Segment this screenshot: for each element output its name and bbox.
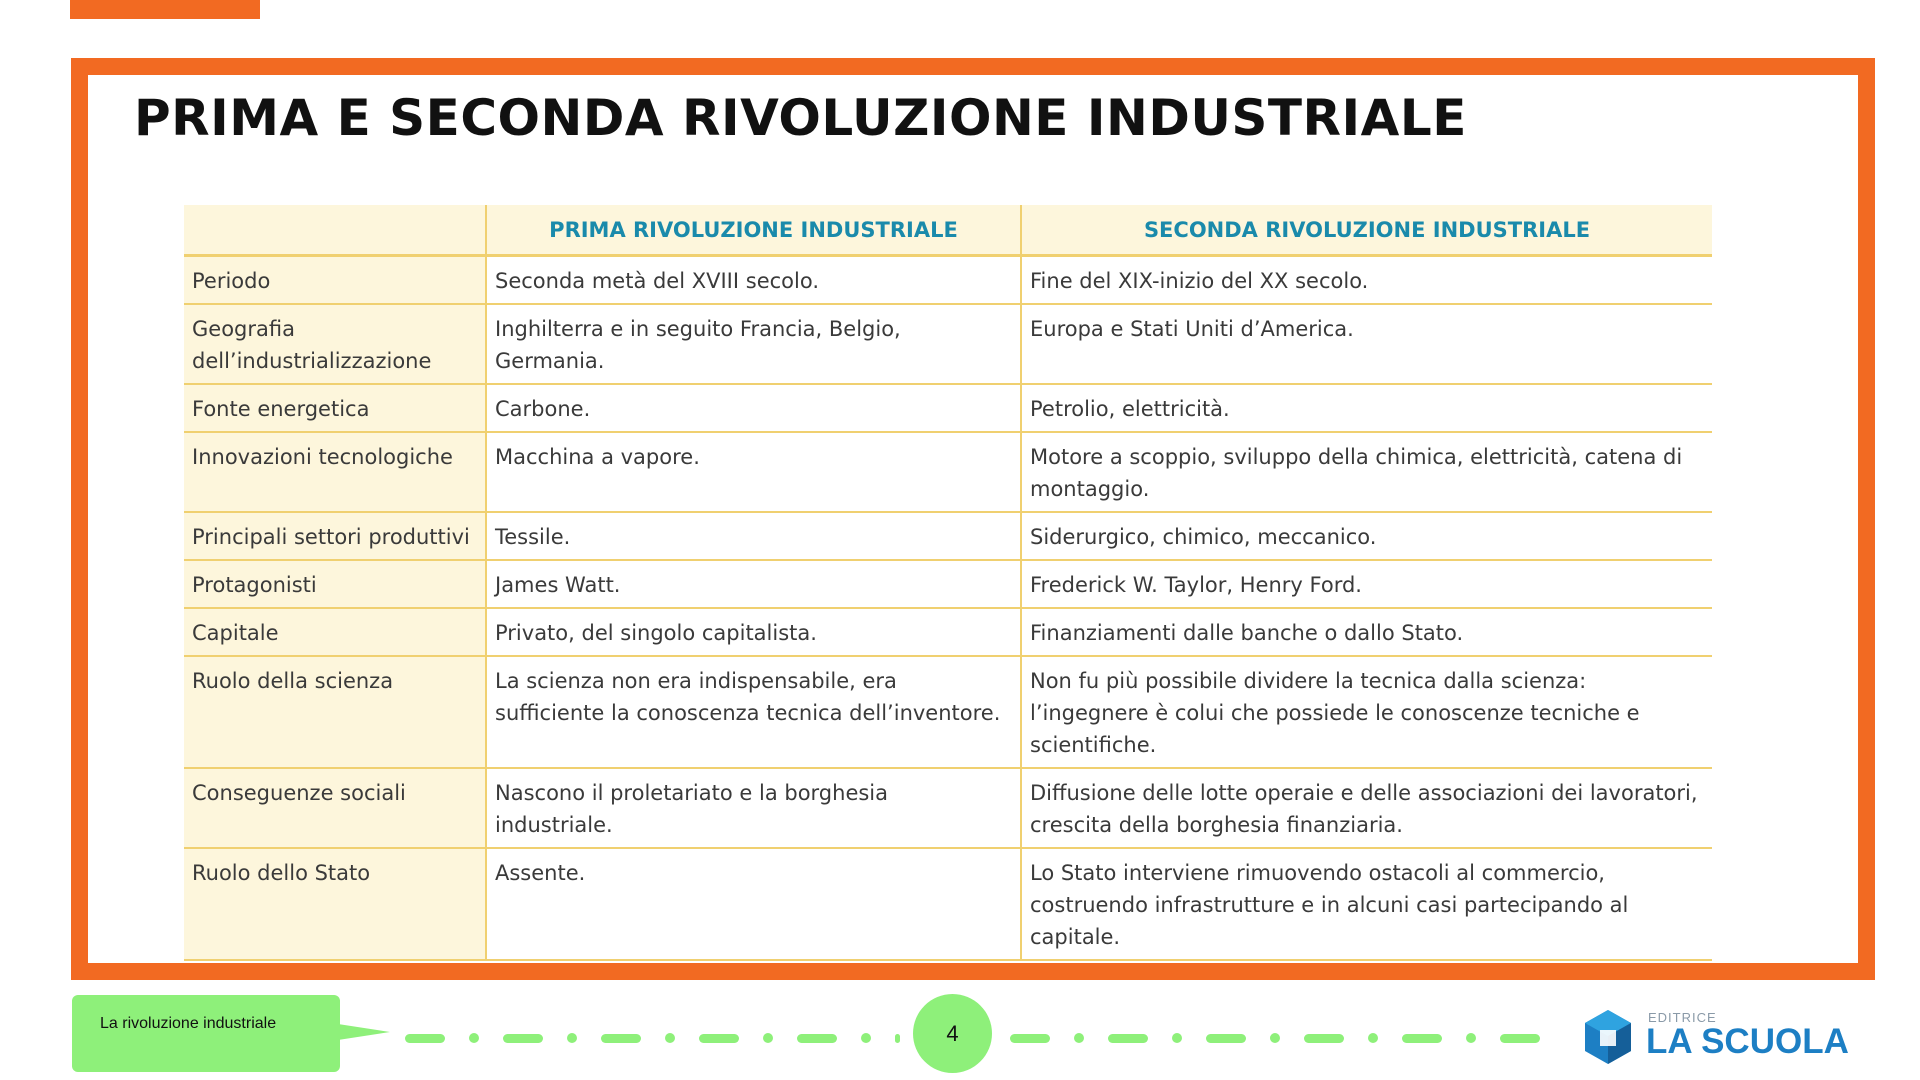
logo-small-text: EDITRICE — [1648, 1010, 1717, 1025]
progress-dot — [1466, 1033, 1476, 1043]
cell-first-revolution: James Watt. — [486, 560, 1021, 608]
cell-first-revolution: Nascono il proletariato e la borghesia industriale. — [486, 768, 1021, 848]
row-label: Ruolo dello Stato — [184, 848, 486, 960]
progress-dot — [1368, 1033, 1378, 1043]
progress-dot — [1270, 1033, 1280, 1043]
progress-dash — [1304, 1034, 1344, 1043]
row-label: Ruolo della scienza — [184, 656, 486, 768]
cell-second-revolution: Lo Stato interviene rimuovendo ostacoli al commercio, costruendo infrastrutture e in alcuni casi partecipando al capitale. — [1021, 848, 1712, 960]
cell-second-revolution: Fine del XIX-inizio del XX secolo. — [1021, 256, 1712, 305]
cell-first-revolution: Carbone. — [486, 384, 1021, 432]
header-cell-empty — [184, 205, 486, 256]
progress-dash — [405, 1034, 445, 1043]
progress-dash — [1402, 1034, 1442, 1043]
progress-dash — [1500, 1034, 1540, 1043]
progress-dash — [1108, 1034, 1148, 1043]
table-header-row — [184, 205, 1712, 256]
header-cell-second-revolution: SECONDA RIVOLUZIONE INDUSTRIALE — [1021, 205, 1712, 256]
table-row — [184, 608, 1712, 656]
page-number: 4 — [946, 1020, 959, 1046]
row-label: Innovazioni tecnologiche — [184, 432, 486, 512]
progress-dash — [1010, 1034, 1050, 1043]
progress-dash — [699, 1034, 739, 1043]
progress-dash — [895, 1034, 900, 1043]
cell-first-revolution: Seconda metà del XVIII secolo. — [486, 256, 1021, 305]
cell-first-revolution: Tessile. — [486, 512, 1021, 560]
top-accent-tab — [70, 0, 260, 19]
logo-big-text: LA SCUOLA — [1646, 1022, 1849, 1061]
progress-dot — [763, 1033, 773, 1043]
cell-second-revolution: Petrolio, elettricità. — [1021, 384, 1712, 432]
page-number-badge — [913, 994, 992, 1073]
progress-dash — [601, 1034, 641, 1043]
footer-section-tab — [72, 995, 340, 1072]
row-label: Capitale — [184, 608, 486, 656]
progress-dot — [1074, 1033, 1084, 1043]
cell-second-revolution: Siderurgico, chimico, meccanico. — [1021, 512, 1712, 560]
row-label: Fonte energetica — [184, 384, 486, 432]
table-row — [184, 560, 1712, 608]
table-row — [184, 656, 1712, 768]
row-label: Conseguenze sociali — [184, 768, 486, 848]
table-row — [184, 384, 1712, 432]
page-title: PRIMA E SECONDA RIVOLUZIONE INDUSTRIALE — [134, 89, 1467, 147]
cell-second-revolution: Europa e Stati Uniti d’America. — [1021, 304, 1712, 384]
progress-dash — [1206, 1034, 1246, 1043]
row-label: Periodo — [184, 256, 486, 305]
progress-dash — [797, 1034, 837, 1043]
table-row — [184, 432, 1712, 512]
comparison-table — [184, 205, 1712, 961]
progress-dot — [469, 1033, 479, 1043]
hexagon-cube-logo-icon — [1582, 1008, 1634, 1066]
cell-second-revolution: Non fu più possibile dividere la tecnica dalla scienza: l’ingegnere è colui che possiede le conoscenze tecniche e scientifiche. — [1021, 656, 1712, 768]
cell-second-revolution: Motore a scoppio, sviluppo della chimica, elettricità, catena di montaggio. — [1021, 432, 1712, 512]
progress-dot — [665, 1033, 675, 1043]
cell-first-revolution: La scienza non era indispensabile, era sufficiente la conoscenza tecnica dell’inventore. — [486, 656, 1021, 768]
header-cell-first-revolution: PRIMA RIVOLUZIONE INDUSTRIALE — [486, 205, 1021, 256]
cell-first-revolution: Privato, del singolo capitalista. — [486, 608, 1021, 656]
table-row — [184, 512, 1712, 560]
cell-second-revolution: Finanziamenti dalle banche o dallo Stato. — [1021, 608, 1712, 656]
publisher-logo — [1582, 1005, 1852, 1065]
cell-first-revolution: Macchina a vapore. — [486, 432, 1021, 512]
cell-second-revolution: Frederick W. Taylor, Henry Ford. — [1021, 560, 1712, 608]
footer-section-label: La rivoluzione industriale — [100, 1015, 277, 1032]
table-row — [184, 256, 1712, 305]
table-row — [184, 304, 1712, 384]
table-row — [184, 768, 1712, 848]
table-row — [184, 848, 1712, 960]
progress-dot — [1172, 1033, 1182, 1043]
slide-frame — [71, 58, 1875, 980]
row-label: Protagonisti — [184, 560, 486, 608]
progress-dot — [567, 1033, 577, 1043]
progress-dot — [861, 1033, 871, 1043]
cell-first-revolution: Assente. — [486, 848, 1021, 960]
row-label: Principali settori produttivi — [184, 512, 486, 560]
cell-first-revolution: Inghilterra e in seguito Francia, Belgio, Germania. — [486, 304, 1021, 384]
footer-tab-pointer — [338, 1024, 390, 1040]
row-label: Geografia dell’industrializzazione — [184, 304, 486, 384]
progress-dash — [503, 1034, 543, 1043]
cell-second-revolution: Diffusione delle lotte operaie e delle associazioni dei lavoratori, crescita della borghesia finanziaria. — [1021, 768, 1712, 848]
